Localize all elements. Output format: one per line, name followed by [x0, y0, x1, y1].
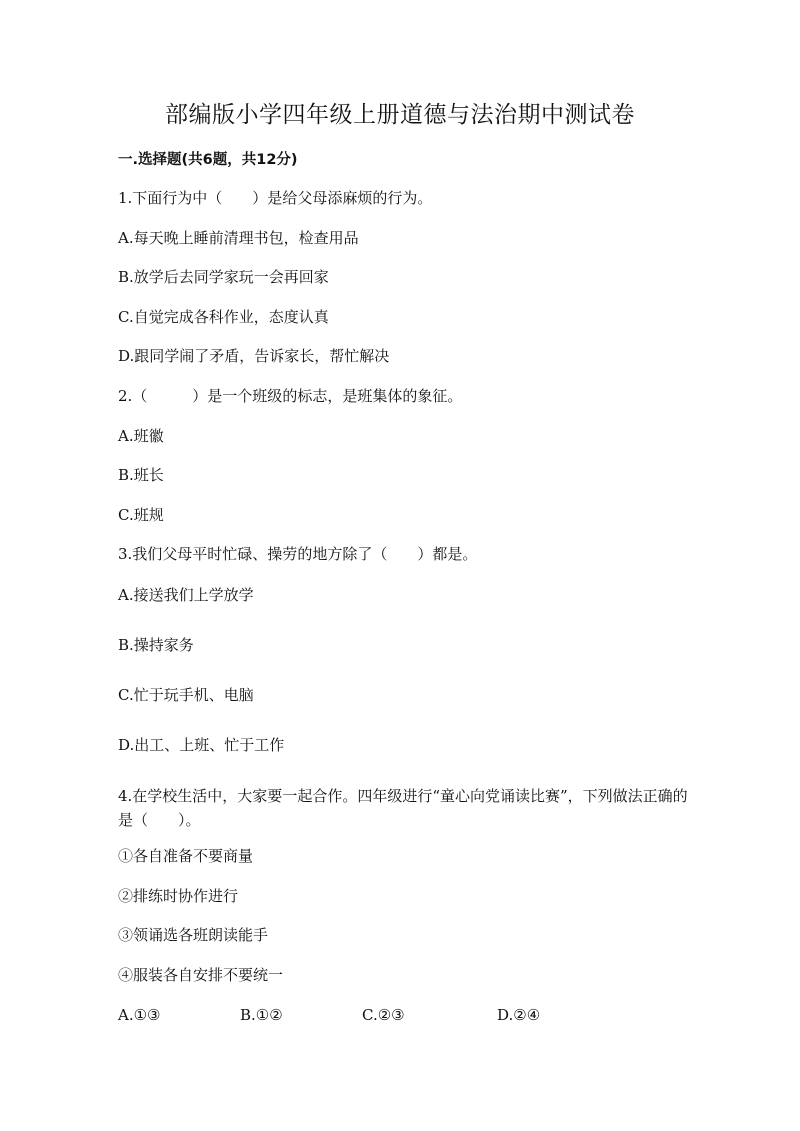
question-4-item-1: ①各自准备不要商量 — [118, 847, 254, 865]
question-4-item-4: ④服装各自安排不要统一 — [118, 966, 284, 984]
question-3-stem: 3.我们父母平时忙碌、操劳的地方除了（ ）都是。 — [118, 545, 478, 563]
question-2-option-c: C.班规 — [118, 506, 164, 524]
question-1-stem: 1.下面行为中（ ）是给父母添麻烦的行为。 — [118, 189, 433, 207]
question-3-option-a: A.接送我们上学放学 — [118, 586, 254, 604]
question-4-option-d: D.②④ — [497, 1006, 541, 1024]
page-title: 部编版小学四年级上册道德与法治期中测试卷 — [165, 102, 635, 128]
question-1-option-b: B.放学后去同学家玩一会再回家 — [118, 268, 329, 286]
question-4-stem: 4.在学校生活中，大家要一起合作。四年级进行“童心向党诵读比赛”，下列做法正确的是（ ）。 — [118, 787, 688, 829]
question-1-option-a: A.每天晚上睡前清理书包，检查用品 — [118, 229, 359, 247]
question-4-option-a: A.①③ — [118, 1006, 161, 1024]
question-2-option-a: A.班徽 — [118, 427, 164, 445]
question-3-option-b: B.操持家务 — [118, 636, 194, 654]
question-4-option-b: B.①② — [240, 1006, 283, 1024]
question-4-option-c: C.②③ — [362, 1006, 405, 1024]
question-4-item-3: ③领诵选各班朗读能手 — [118, 926, 269, 944]
question-3-option-d: D.出工、上班、忙于工作 — [118, 736, 285, 754]
question-3-option-c: C.忙于玩手机、电脑 — [118, 686, 254, 704]
question-1-option-c: C.自觉完成各科作业，态度认真 — [118, 308, 329, 326]
question-2-option-b: B.班长 — [118, 466, 164, 484]
question-4-item-2: ②排练时协作进行 — [118, 887, 239, 905]
question-2-stem: 2.（ ）是一个班级的标志，是班集体的象征。 — [118, 387, 463, 405]
section-heading: 一.选择题(共6题，共12分) — [118, 152, 298, 168]
question-1-option-d: D.跟同学闹了矛盾，告诉家长，帮忙解决 — [118, 347, 390, 365]
